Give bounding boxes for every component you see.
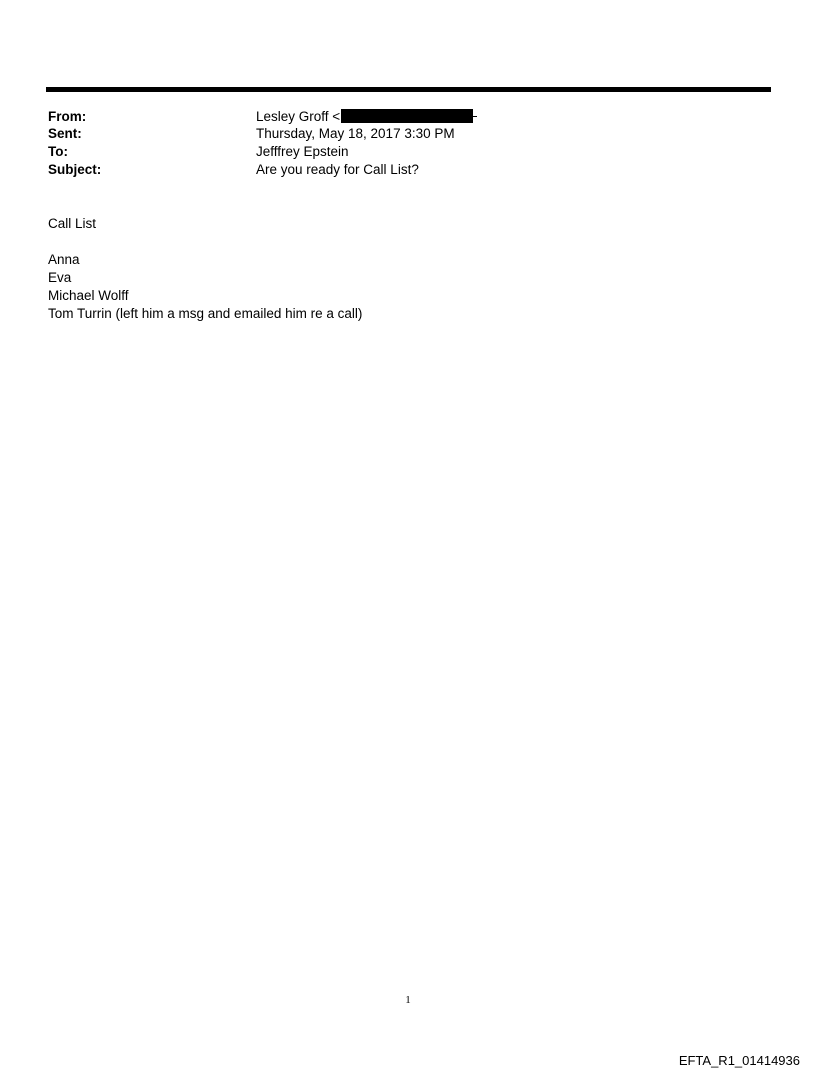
sent-value: Thursday, May 18, 2017 3:30 PM [256, 126, 455, 141]
list-item: Michael Wolff [48, 288, 129, 303]
from-value [256, 108, 477, 126]
sent-label: Sent: [48, 126, 82, 141]
list-item: Eva [48, 270, 72, 285]
body-heading: Call List [48, 216, 97, 231]
subject-label: Subject: [48, 162, 102, 177]
document-id: EFTA_R1_01414936 [678, 1053, 800, 1068]
redaction-tail [473, 116, 477, 117]
list-item: Tom Turrin (left him a msg and emailed him re a call) [48, 306, 363, 321]
from-label: From: [48, 109, 87, 124]
subject-value: Are you ready for Call List? [256, 162, 419, 177]
to-label: To: [48, 144, 68, 159]
page-number: 1 [405, 994, 411, 1006]
from-sender-text: Lesley Groff < [256, 109, 341, 124]
list-item: Anna [48, 252, 80, 267]
to-value: Jefffrey Epstein [256, 144, 349, 159]
redaction-bar [341, 109, 473, 123]
header-divider [46, 87, 771, 92]
